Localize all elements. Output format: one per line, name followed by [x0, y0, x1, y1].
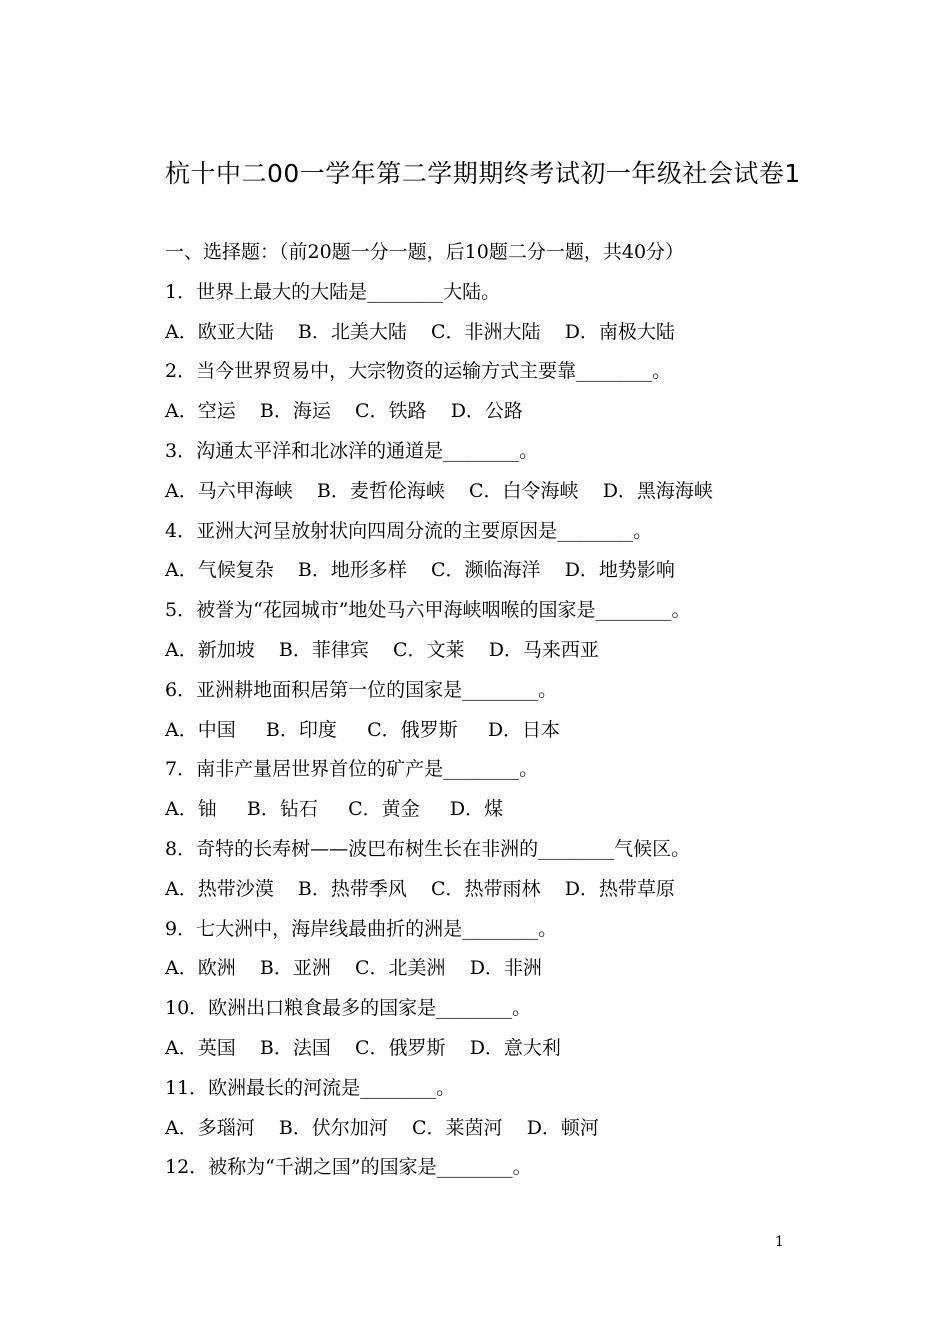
question-12: 12．被称为“千湖之国”的国家是________。 [165, 1156, 532, 1179]
question-list [165, 233, 865, 1188]
question-4-options: A．气候复杂 B．地形多样 C．濒临海洋 D．地势影响 [165, 559, 675, 582]
question-4: 4．亚洲大河呈放射状向四周分流的主要原因是________。 [165, 519, 653, 542]
question-8-options: A．热带沙漠 B．热带季风 C．热带雨林 D．热带草原 [165, 877, 675, 900]
section-heading: 一、选择题：（前20题一分一题，后10题二分一题，共40分） [165, 241, 685, 263]
question-3: 3．沟通太平洋和北冰洋的通道是________。 [165, 439, 539, 462]
question-8: 8．奇特的长寿树——波巴布树生长在非洲的________气候区。 [165, 837, 691, 860]
question-11: 11．欧洲最长的河流是________。 [165, 1076, 456, 1099]
question-1: 1．世界上最大的大陆是________大陆。 [165, 280, 501, 303]
question-11-options: A．多瑙河 B．伏尔加河 C．莱茵河 D．顿河 [165, 1116, 599, 1139]
question-10: 10．欧洲出口粮食最多的国家是________。 [165, 997, 532, 1020]
question-2-options: A．空运 B．海运 C．铁路 D．公路 [165, 400, 523, 423]
question-2: 2．当今世界贸易中，大宗物资的运输方式主要靠________。 [165, 360, 672, 383]
question-7: 7．南非产量居世界首位的矿产是________。 [165, 758, 539, 781]
question-9: 9．七大洲中，海岸线最曲折的洲是________。 [165, 917, 558, 940]
page-number: 1 [775, 1234, 784, 1250]
question-10-options: A．英国 B．法国 C．俄罗斯 D．意大利 [165, 1036, 561, 1059]
question-9-options: A．欧洲 B．亚洲 C．北美洲 D．非洲 [165, 957, 542, 980]
question-3-options: A．马六甲海峡 B．麦哲伦海峡 C．白令海峡 D．黑海海峡 [165, 479, 713, 502]
question-1-options: A．欧亚大陆 B．北美大陆 C．非洲大陆 D．南极大陆 [165, 320, 675, 343]
question-7-options: A．铀 B．钻石 C．黄金 D．煤 [165, 798, 504, 821]
page-title: 杭十中二00一学年第二学期期终考试初一年级社会试卷1 [165, 159, 801, 188]
question-6: 6．亚洲耕地面积居第一位的国家是________。 [165, 678, 558, 701]
question-5: 5．被誉为“花园城市”地处马六甲海峡咽喉的国家是________。 [165, 599, 691, 622]
question-6-options: A．中国 B．印度 C．俄罗斯 D．日本 [165, 718, 561, 741]
question-5-options: A．新加坡 B．菲律宾 C．文莱 D．马来西亚 [165, 638, 599, 661]
